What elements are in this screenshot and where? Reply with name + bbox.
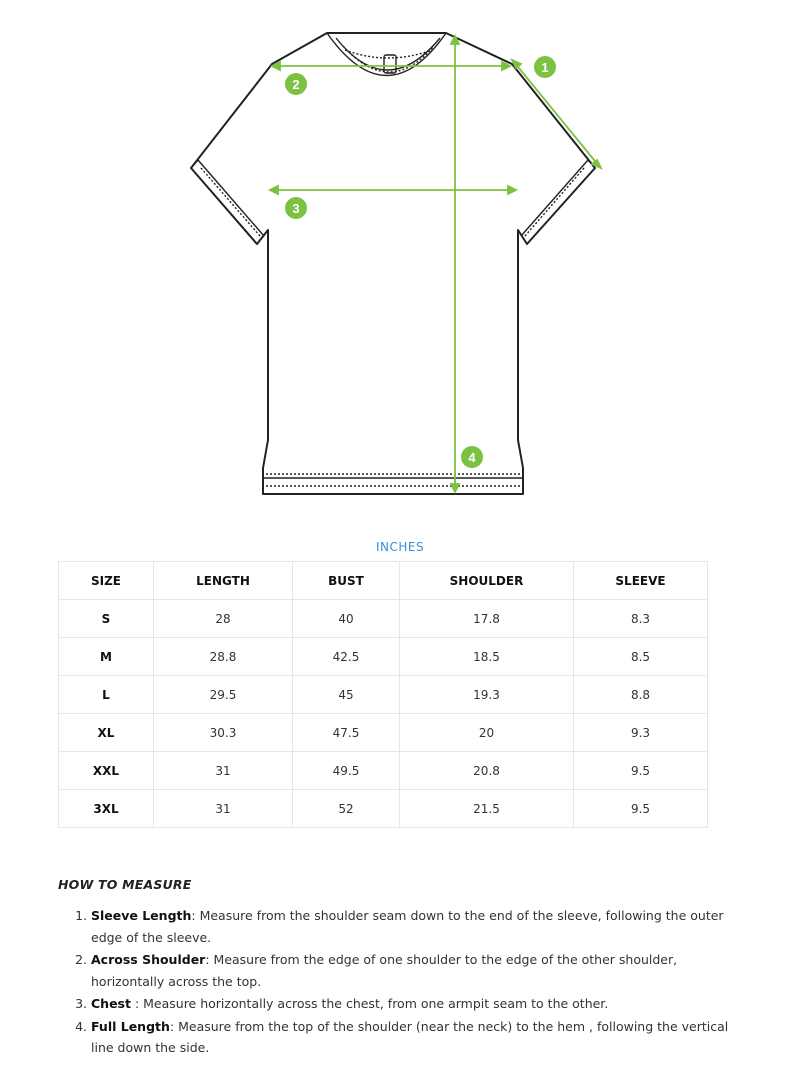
- length-cell: 31: [154, 790, 293, 828]
- marker-2: [285, 73, 307, 95]
- length-cell: 28.8: [154, 638, 293, 676]
- marker-3: [285, 197, 307, 219]
- sleeve-cell: 9.3: [574, 714, 708, 752]
- bust-cell: 49.5: [293, 752, 400, 790]
- measure-term: Chest: [91, 996, 131, 1011]
- shoulder-cell: 18.5: [400, 638, 574, 676]
- measure-text: : Measure from the top of the shoulder (near the neck) to the hem , following the vertical line down the side.: [91, 1018, 729, 1055]
- size-cell: M: [59, 638, 154, 676]
- header-sleeve: SLEEVE: [574, 562, 708, 600]
- marker-1: [534, 56, 556, 78]
- header-bust: BUST: [293, 562, 400, 600]
- list-item: [91, 949, 741, 992]
- tshirt-outline: [191, 33, 595, 494]
- how-to-measure-list: [58, 905, 741, 1060]
- unit-label: INCHES: [375, 540, 425, 554]
- table-row: [59, 676, 708, 714]
- marker-4-label: 4: [468, 450, 476, 465]
- measure-text: : Measure horizontally across the chest, from one armpit seam to the other.: [130, 996, 609, 1011]
- table-row: [59, 752, 708, 790]
- bust-cell: 45: [293, 676, 400, 714]
- header-length: LENGTH: [154, 562, 293, 600]
- table-row: [59, 790, 708, 828]
- table-header-row: [59, 562, 708, 600]
- marker-3-label: 3: [292, 201, 300, 216]
- length-cell: 29.5: [154, 676, 293, 714]
- measure-text: : Measure from the shoulder seam down to the end of the sleeve, following the outer edge of the sleeve.: [91, 908, 724, 945]
- shoulder-cell: 21.5: [400, 790, 574, 828]
- bust-cell: 42.5: [293, 638, 400, 676]
- measure-term: Full Length: [91, 1018, 170, 1034]
- size-cell: 3XL: [59, 790, 154, 828]
- header-size: SIZE: [59, 562, 154, 600]
- sleeve-cell: 9.5: [574, 790, 708, 828]
- shoulder-cell: 17.8: [400, 600, 574, 638]
- shoulder-cell: 20: [400, 714, 574, 752]
- sleeve-cell: 9.5: [574, 752, 708, 790]
- shoulder-cell: 19.3: [400, 676, 574, 714]
- list-item: [91, 905, 741, 948]
- table-row: [59, 638, 708, 676]
- size-cell: XL: [59, 714, 154, 752]
- size-cell: S: [59, 600, 154, 638]
- sleeve-cell: 8.8: [574, 676, 708, 714]
- size-cell: XXL: [59, 752, 154, 790]
- header-shoulder: SHOULDER: [400, 562, 574, 600]
- sleeve-cell: 8.3: [574, 600, 708, 638]
- measure-term: Sleeve Length: [91, 908, 192, 923]
- marker-2-label: 2: [292, 77, 300, 92]
- table-row: [59, 600, 708, 638]
- tshirt-measurement-diagram: [0, 0, 800, 510]
- marker-1-label: 1: [541, 60, 549, 75]
- marker-4: [461, 446, 483, 468]
- bust-cell: 47.5: [293, 714, 400, 752]
- bust-cell: 52: [293, 790, 400, 828]
- table-row: [59, 714, 708, 752]
- length-cell: 30.3: [154, 714, 293, 752]
- size-cell: L: [59, 676, 154, 714]
- shoulder-cell: 20.8: [400, 752, 574, 790]
- how-to-measure-title: HOW TO MEASURE: [58, 877, 192, 892]
- size-chart-table: [58, 561, 708, 828]
- measure-text: : Measure from the edge of one shoulder to the edge of the other shoulder, horizontally across the top.: [91, 952, 678, 989]
- sleeve-cell: 8.5: [574, 638, 708, 676]
- bust-cell: 40: [293, 600, 400, 638]
- measure-term: Across Shoulder: [91, 952, 206, 967]
- length-cell: 31: [154, 752, 293, 790]
- list-item: [91, 1016, 741, 1059]
- list-item: [91, 993, 741, 1015]
- length-cell: 28: [154, 600, 293, 638]
